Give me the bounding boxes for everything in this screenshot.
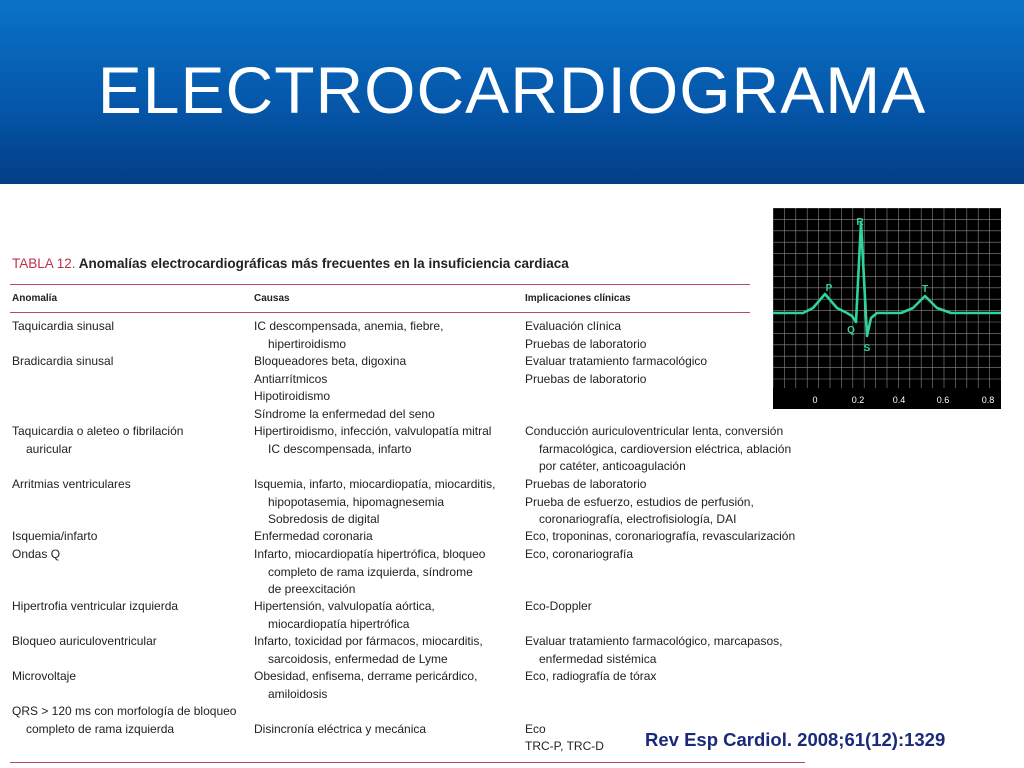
cell-line: coronariografía, electrofisiología, DAI bbox=[539, 512, 737, 526]
cell-line: completo de rama izquierda, síndrome bbox=[268, 564, 473, 579]
causas-cell bbox=[254, 528, 519, 546]
implicaciones-cell bbox=[525, 546, 825, 564]
cell-line: farmacológica, cardioversion eléctrica, ablación bbox=[539, 441, 792, 456]
column-header-anomalia: Anomalía bbox=[12, 293, 58, 304]
ecg-x-tick-label: 0 bbox=[812, 395, 818, 405]
implicaciones-cell bbox=[525, 528, 825, 546]
cell-line: Hipotiroidismo bbox=[254, 389, 331, 403]
cell-line: Ondas Q bbox=[12, 547, 61, 561]
cell-line: Eco bbox=[525, 721, 546, 736]
anomalia-cell bbox=[12, 598, 247, 616]
causas-cell bbox=[254, 546, 519, 599]
cell-line: Conducción auriculoventricular lenta, conversión bbox=[525, 424, 784, 438]
table-caption bbox=[10, 256, 810, 271]
cell-line: Antiarrítmicos bbox=[254, 371, 328, 386]
cell-line: Infarto, miocardiopatía hipertrófica, bloqueo bbox=[254, 547, 486, 561]
citation: Rev Esp Cardiol. 2008;61(12):1329 bbox=[645, 729, 946, 750]
cell-line: Taquicardia o aleteo o fibrilación bbox=[12, 424, 184, 438]
implicaciones-cell bbox=[525, 318, 825, 353]
cell-line: Hipertrofia ventricular izquierda bbox=[12, 599, 179, 613]
implicaciones-cell bbox=[525, 423, 825, 476]
cell-line: Eco, coronariografía bbox=[525, 547, 634, 561]
cell-line: hipertiroidismo bbox=[268, 336, 347, 351]
anomalia-cell bbox=[12, 353, 247, 371]
table-caption-text: Anomalías electrocardiográficas más frecuentes en la insuficiencia cardiaca bbox=[78, 256, 569, 271]
ecg-x-tick-label: 0.8 bbox=[981, 395, 995, 405]
cell-line: Isquemia/infarto bbox=[12, 529, 98, 543]
cell-line: auricular bbox=[26, 441, 73, 456]
cell-line: Infarto, toxicidad por fármacos, miocarditis, bbox=[254, 634, 483, 648]
slide-title: ELECTROCARDIOGRAMA bbox=[97, 53, 927, 127]
cell-line bbox=[254, 703, 519, 721]
anomalia-cell bbox=[12, 703, 247, 738]
implicaciones-cell bbox=[525, 598, 825, 616]
cell-line: Taquicardia sinusal bbox=[12, 319, 115, 333]
ecg-wave-label: P bbox=[825, 283, 833, 294]
cell-line: Pruebas de laboratorio bbox=[525, 336, 647, 351]
cell-line: Hipertiroidismo, infección, valvulopatía mitral bbox=[254, 424, 492, 438]
causas-cell bbox=[254, 353, 519, 423]
implicaciones-cell bbox=[525, 476, 825, 529]
cell-line: Microvoltaje bbox=[12, 669, 77, 683]
ecg-x-tick-label: 0.2 bbox=[851, 395, 865, 405]
cell-line: enfermedad sistémica bbox=[539, 651, 657, 666]
cell-line: Hipertensión, valvulopatía aórtica, bbox=[254, 599, 435, 613]
cell-line: Bloqueo auriculoventricular bbox=[12, 634, 157, 648]
anomalia-cell bbox=[12, 476, 247, 494]
table-label: TABLA 12. bbox=[12, 256, 76, 271]
cell-line: Pruebas de laboratorio bbox=[525, 371, 647, 386]
cell-line: TRC-P, TRC-D bbox=[525, 739, 604, 753]
cell-line: sarcoidosis, enfermedad de Lyme bbox=[268, 651, 448, 666]
implicaciones-cell bbox=[525, 353, 825, 388]
cell-line: Eco-Doppler bbox=[525, 599, 592, 613]
cell-line: Obesidad, enfisema, derrame pericárdico, bbox=[254, 669, 478, 683]
cell-line: Enfermedad coronaria bbox=[254, 529, 373, 543]
cell-line: hipopotasemia, hipomagnesemia bbox=[268, 494, 445, 509]
cell-line: de preexcitación bbox=[268, 582, 356, 596]
causas-cell bbox=[254, 598, 519, 633]
cell-line: Disincronía eléctrica y mecánica bbox=[254, 721, 427, 736]
cell-line: miocardiopatía hipertrófica bbox=[268, 616, 410, 631]
cell-line: IC descompensada, infarto bbox=[268, 441, 412, 456]
cell-line: Arritmias ventriculares bbox=[12, 477, 131, 491]
ecg-wave-label: R bbox=[856, 217, 864, 228]
column-header-causas: Causas bbox=[254, 293, 290, 304]
cell-line: Eco, troponinas, coronariografía, revascularización bbox=[525, 529, 796, 543]
anomalia-cell bbox=[12, 546, 247, 564]
cell-line: Síndrome la enfermedad del seno bbox=[254, 406, 435, 421]
ecg-wave-label: Q bbox=[847, 325, 855, 336]
cell-line: Evaluar tratamiento farmacológico bbox=[525, 354, 708, 368]
cell-line: amiloidosis bbox=[268, 686, 328, 701]
causas-cell bbox=[254, 668, 519, 703]
cell-line: Sobredosis de digital bbox=[268, 512, 380, 526]
cell-line: Eco, radiografía de tórax bbox=[525, 669, 657, 683]
ecg-x-tick-label: 0.6 bbox=[936, 395, 950, 405]
implicaciones-cell bbox=[525, 668, 825, 686]
cell-line bbox=[525, 703, 825, 721]
ecg-wave-label: T bbox=[921, 284, 929, 295]
cell-line: Isquemia, infarto, miocardiopatía, miocarditis, bbox=[254, 477, 496, 491]
cell-line: Pruebas de laboratorio bbox=[525, 477, 647, 491]
cell-line: completo de rama izquierda bbox=[26, 721, 175, 736]
cell-line: Bloqueadores beta, digoxina bbox=[254, 354, 407, 368]
ecg-wave-label: S bbox=[863, 343, 871, 354]
table-rule-top bbox=[10, 284, 750, 285]
cell-line: Evaluación clínica bbox=[525, 319, 622, 333]
cell-line: Bradicardia sinusal bbox=[12, 354, 114, 368]
cell-line: Evaluar tratamiento farmacológico, marcapasos, bbox=[525, 634, 783, 648]
anomalia-cell bbox=[12, 318, 247, 336]
causas-cell bbox=[254, 476, 519, 529]
anomalia-cell bbox=[12, 528, 247, 546]
causas-cell bbox=[254, 318, 519, 353]
cell-line: por catéter, anticoagulación bbox=[539, 459, 686, 473]
anomalia-cell bbox=[12, 423, 247, 458]
anomalia-cell bbox=[12, 668, 247, 686]
causas-cell bbox=[254, 423, 519, 458]
cell-line: Prueba de esfuerzo, estudios de perfusión, bbox=[525, 494, 754, 509]
cell-line: IC descompensada, anemia, fiebre, bbox=[254, 319, 444, 333]
ecg-x-tick-label: 0.4 bbox=[892, 395, 906, 405]
causas-cell bbox=[254, 703, 519, 738]
implicaciones-cell bbox=[525, 633, 825, 668]
table-rule-header bbox=[10, 312, 750, 313]
causas-cell bbox=[254, 633, 519, 668]
column-header-implicaciones: Implicaciones clínicas bbox=[525, 293, 631, 304]
cell-line: QRS > 120 ms con morfología de bloqueo bbox=[12, 704, 237, 718]
table-rule-bottom bbox=[10, 762, 805, 763]
anomalia-cell bbox=[12, 633, 247, 651]
